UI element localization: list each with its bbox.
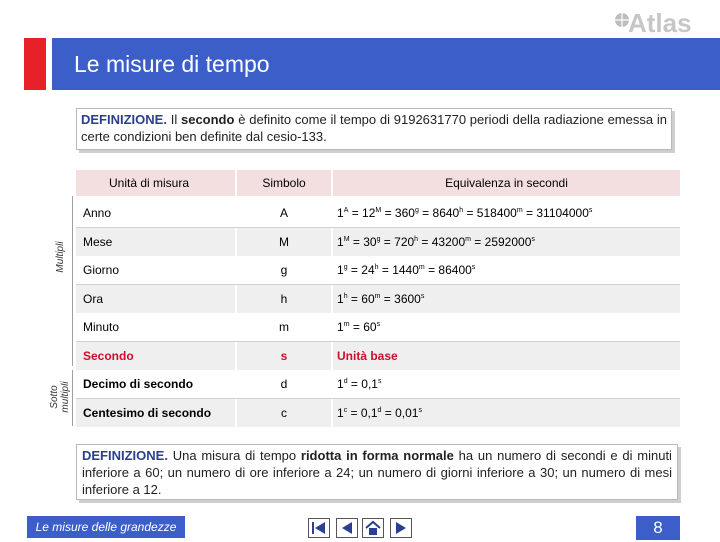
equivalence-cell: $1^d = 0,1^s$ (337, 377, 382, 391)
definition-keyword: ridotta in forma normale (300, 448, 454, 463)
title-accent (24, 38, 46, 90)
table-row-base-unit (76, 342, 680, 370)
definition-label: DEFINIZIONE. (82, 448, 168, 463)
sottomultipli-label-line2: multipli (60, 381, 71, 413)
multipli-divider (72, 196, 73, 366)
definition-box-2 (76, 444, 678, 500)
symbol-cell: g (280, 263, 288, 277)
svg-text:Atlas: Atlas (628, 8, 692, 38)
unit-cell: Anno (83, 206, 112, 220)
definition-label: DEFINIZIONE. (81, 112, 167, 127)
equivalence-cell: $1^m = 60^s$ (337, 320, 381, 334)
definition-text: ha un numero di secondi e di minuti inferiore a 60; un numero di ore inferiore a 24; un numero di giorni inferiore a 30; un numero di mesi inferiore a 12. (82, 448, 672, 497)
table-row (76, 313, 680, 341)
definition-text: è definito come il tempo di 9192631770 periodi della radiazione emessa in certe condizioni ben definite dal cesio-133. (81, 112, 667, 144)
unit-cell: Minuto (83, 320, 120, 334)
table-row (76, 228, 680, 256)
unit-cell: Mese (76, 228, 235, 256)
definition-box-1 (76, 108, 672, 150)
table-row (76, 399, 680, 427)
previous-page-icon[interactable] (336, 518, 358, 538)
first-page-icon[interactable] (308, 518, 330, 538)
unit-cell: Ora (76, 285, 235, 313)
multipli-label: Multipli (55, 241, 66, 273)
symbol-cell: c (237, 399, 331, 427)
title-bar (52, 38, 720, 90)
page-number: 8 (636, 516, 680, 540)
equivalence-cell: $1^h = 60^m = 3600^s$ (333, 285, 680, 313)
header-equivalence: Equivalenza in secondi (333, 170, 680, 196)
home-icon[interactable] (362, 518, 384, 538)
footer-section-label: Le misure delle grandezze (27, 516, 185, 538)
equivalence-cell: Unità base (333, 342, 680, 370)
equivalence-cell: $1^c = 0,1^d = 0,01^s$ (333, 399, 680, 427)
symbol-cell: h (237, 285, 331, 313)
symbol-cell: M (237, 228, 331, 256)
header-symbol: Simbolo (237, 170, 331, 196)
header-unit: Unità di misura (76, 170, 235, 196)
unit-cell: Giorno (83, 263, 120, 277)
table-row (76, 199, 680, 227)
atlas-logo (612, 6, 702, 38)
unit-cell: Decimo di secondo (83, 377, 194, 391)
page-title: Le misure di tempo (74, 51, 270, 77)
next-page-icon[interactable] (390, 518, 412, 538)
sottomultipli-label-line1: Sotto (49, 385, 60, 409)
equivalence-cell: $1^A = 12^M = 360^g = 8640^h = 518400^m = 31104000^s$ (337, 206, 593, 220)
table-header (76, 170, 680, 198)
sottomultipli-label (49, 367, 73, 427)
symbol-cell: s (237, 342, 331, 370)
table-row (76, 370, 680, 398)
definition-keyword: secondo (180, 112, 235, 127)
definition-pre: Il (170, 112, 178, 127)
table-row (76, 285, 680, 313)
symbol-cell: A (279, 206, 288, 220)
symbol-cell: d (280, 377, 288, 391)
unit-cell: Centesimo di secondo (76, 399, 235, 427)
equivalence-cell: $1^g = 24^h = 1440^m = 86400^s$ (337, 263, 476, 277)
unit-cell: Secondo (76, 342, 235, 370)
table-row (76, 256, 680, 284)
symbol-cell: m (279, 320, 289, 334)
equivalence-cell: $1^M = 30^g = 720^h = 43200^m = 2592000^s$ (333, 228, 680, 256)
definition-pre: Una misura di tempo (172, 448, 297, 463)
